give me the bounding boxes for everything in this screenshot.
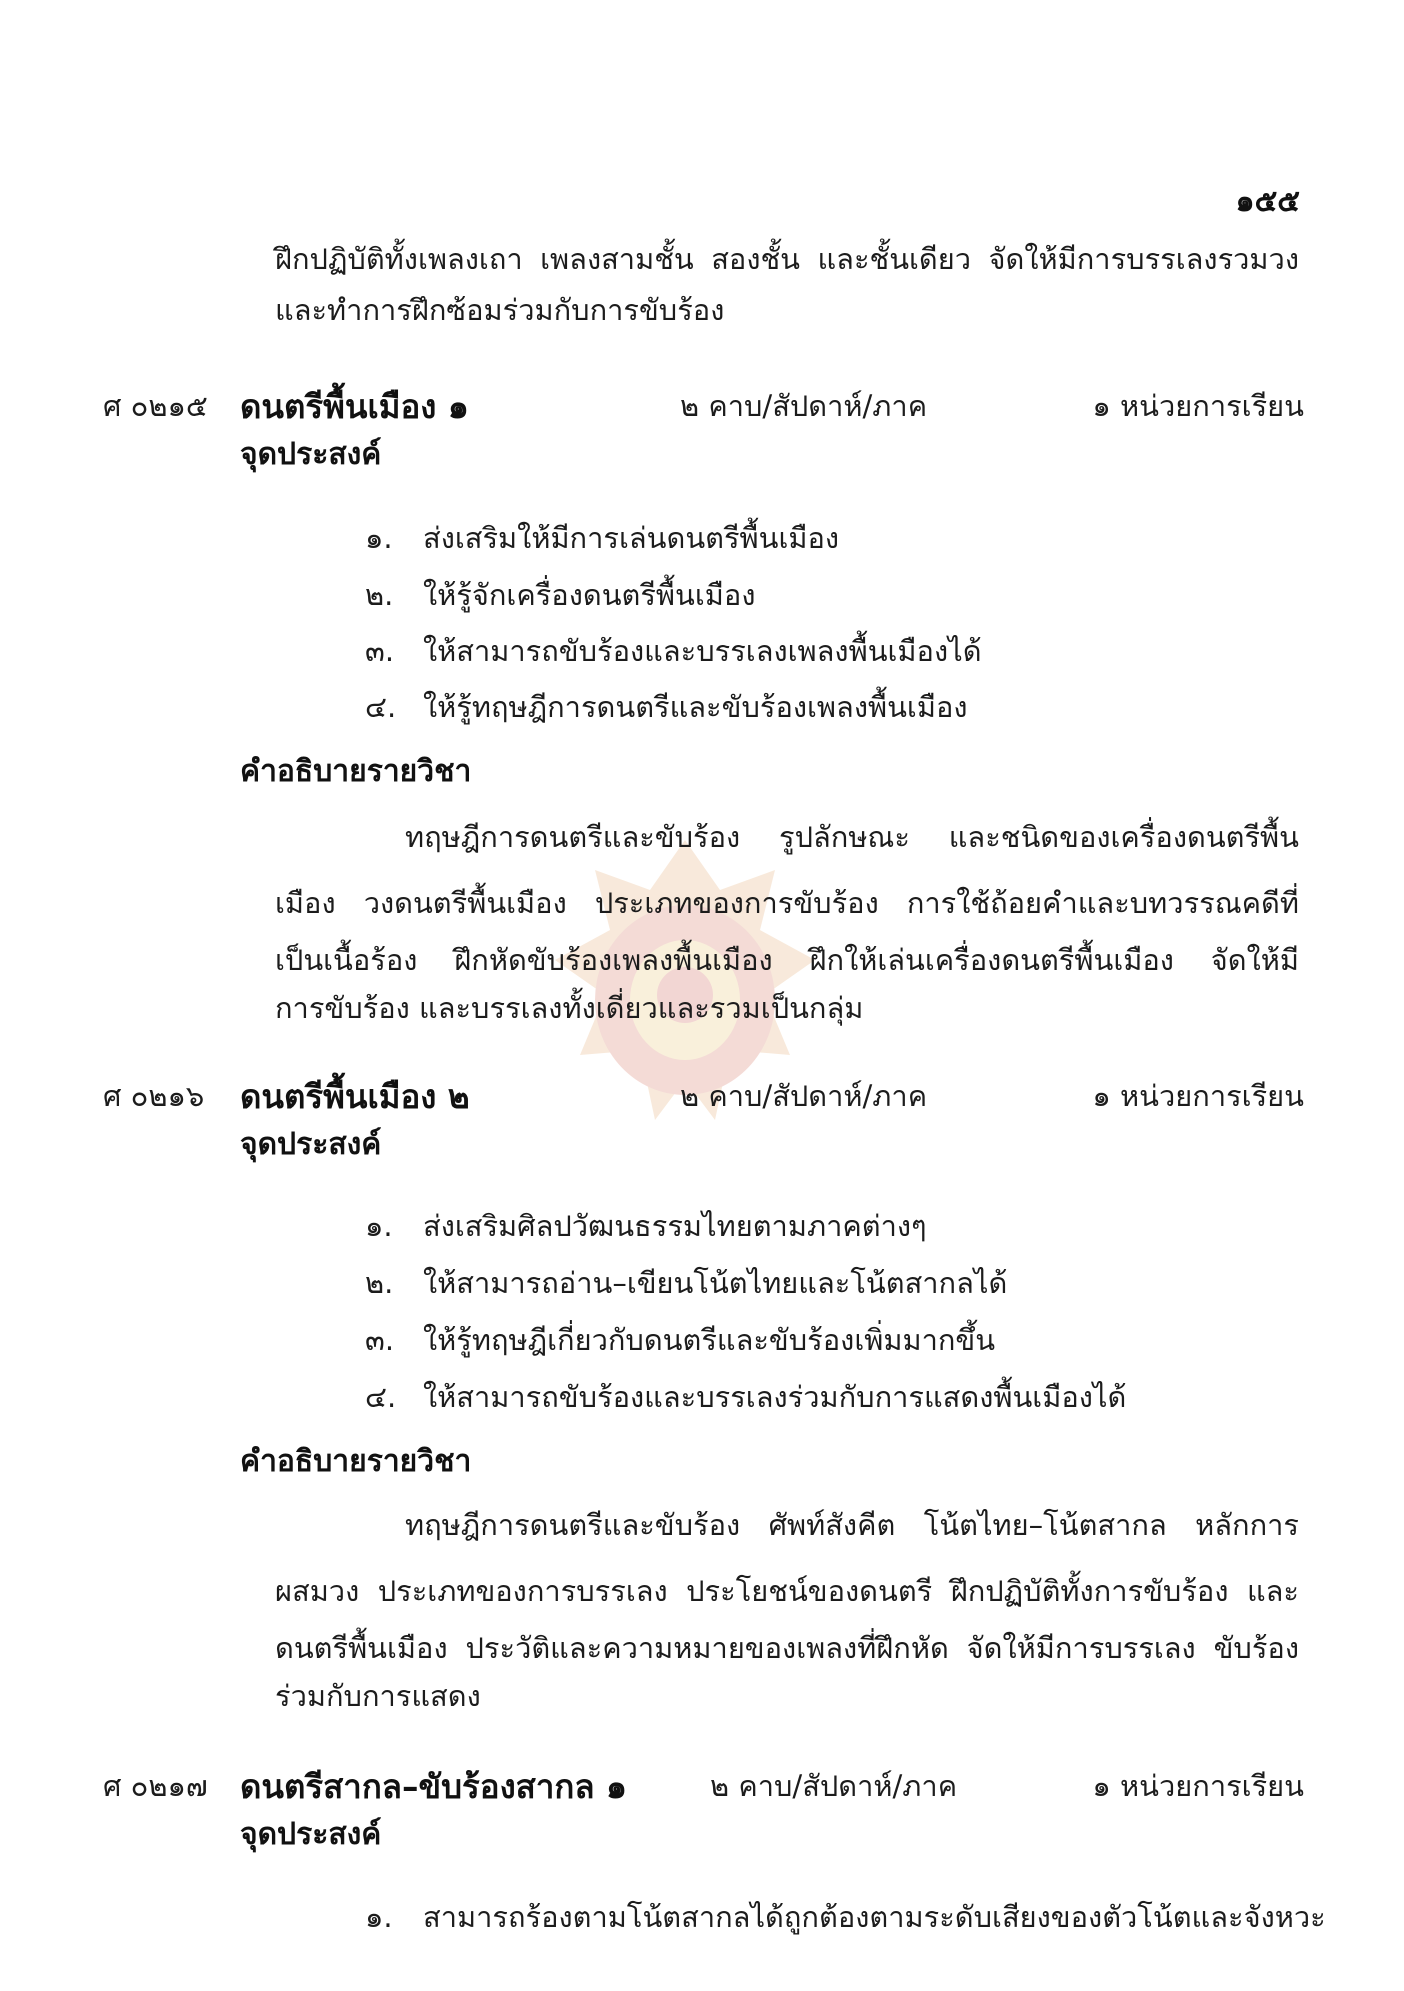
objective-number: ๒. bbox=[365, 578, 394, 612]
objective-item bbox=[365, 1260, 1007, 1306]
course-credit: ๑ หน่วยการเรียน bbox=[1092, 1769, 1304, 1803]
objective-item bbox=[365, 1894, 1326, 1940]
objective-text: ให้สามารถขับร้องและบรรเลงร่วมกับการแสดงพื้นเมืองได้ bbox=[423, 1380, 1127, 1414]
description-line: ผสมวง ประเภทของการบรรเลง ประโยชน์ของดนตรี ฝึกปฏิบัติทั้งการขับร้อง และ bbox=[275, 1574, 1299, 1608]
objective-text: ให้รู้จักเครื่องดนตรีพื้นเมือง bbox=[423, 578, 756, 612]
objective-number: ๔. bbox=[365, 690, 397, 724]
description-line: ทฤษฎีการดนตรีและขับร้อง รูปลักษณะ และชนิดของเครื่องดนตรีพื้น bbox=[405, 820, 1299, 854]
objective-number: ๒. bbox=[365, 1266, 394, 1300]
objective-number: ๔. bbox=[365, 1380, 397, 1414]
objective-number: ๑. bbox=[365, 1900, 393, 1934]
objective-item bbox=[365, 515, 839, 561]
description-line: การขับร้อง และบรรเลงทั้งเดี่ยวและรวมเป็นกลุ่ม bbox=[275, 991, 864, 1025]
description-line: ร่วมกับการแสดง bbox=[275, 1679, 481, 1713]
objective-item bbox=[365, 1317, 995, 1363]
objective-number: ๑. bbox=[365, 1209, 393, 1243]
course-hours: ๒ คาบ/สัปดาห์/ภาค bbox=[680, 1079, 928, 1113]
intro-line-2: และทำการฝึกซ้อมร่วมกับการขับร้อง bbox=[275, 293, 725, 327]
objective-number: ๓. bbox=[365, 634, 395, 668]
course-hours: ๒ คาบ/สัปดาห์/ภาค bbox=[710, 1769, 958, 1803]
course-credit: ๑ หน่วยการเรียน bbox=[1092, 389, 1304, 423]
objectives-heading: จุดประสงค์ bbox=[240, 1817, 382, 1852]
objective-number: ๓. bbox=[365, 1323, 395, 1357]
objective-text: ส่งเสริมศิลปวัฒนธรรมไทยตามภาคต่างๆ bbox=[423, 1209, 927, 1243]
description-line: เป็นเนื้อร้อง ฝึกหัดขับร้องเพลงพื้นเมือง ฝึกให้เล่นเครื่องดนตรีพื้นเมือง จัดให้มี bbox=[275, 943, 1299, 977]
objective-text: ให้สามารถอ่าน–เขียนโน้ตไทยและโน้ตสากลได้ bbox=[423, 1266, 1008, 1300]
course-credit: ๑ หน่วยการเรียน bbox=[1092, 1079, 1304, 1113]
objective-text: สามารถร้องตามโน้ตสากลได้ถูกต้องตามระดับเสียงของตัวโน้ตและจังหวะ bbox=[423, 1900, 1326, 1934]
objectives-heading: จุดประสงค์ bbox=[240, 1127, 382, 1162]
course-title: ดนตรีสากล–ขับร้องสากล ๑ bbox=[240, 1767, 627, 1806]
course-title: ดนตรีพื้นเมือง ๑ bbox=[240, 387, 469, 426]
course-code: ศ ๐๒๑๗ bbox=[103, 1769, 208, 1803]
objective-number: ๑. bbox=[365, 521, 393, 555]
objective-text: ให้รู้ทฤษฎีการดนตรีและขับร้องเพลงพื้นเมือง bbox=[423, 690, 968, 724]
objective-item bbox=[365, 628, 982, 674]
page-number: ๑๕๕ bbox=[1235, 184, 1300, 219]
objective-item bbox=[365, 572, 755, 618]
course-code: ศ ๐๒๑๖ bbox=[103, 1079, 205, 1113]
course-title: ดนตรีพื้นเมือง ๒ bbox=[240, 1077, 470, 1116]
description-line: ทฤษฎีการดนตรีและขับร้อง ศัพท์สังคีต โน้ตไทย–โน้ตสากล หลักการ bbox=[405, 1508, 1299, 1542]
objectives-heading: จุดประสงค์ bbox=[240, 437, 382, 472]
objective-item bbox=[365, 1374, 1126, 1420]
objective-item bbox=[365, 684, 968, 730]
description-line: เมือง วงดนตรีพื้นเมือง ประเภทของการขับร้อง การใช้ถ้อยคำและบทวรรณคดีที่ bbox=[275, 886, 1299, 920]
course-code: ศ ๐๒๑๕ bbox=[103, 389, 208, 423]
intro-line-1: ฝึกปฏิบัติทั้งเพลงเถา เพลงสามชั้น สองชั้น และชั้นเดียว จัดให้มีการบรรเลงรวมวง bbox=[275, 242, 1299, 276]
objective-text: ให้รู้ทฤษฎีเกี่ยวกับดนตรีและขับร้องเพิ่มมากขึ้น bbox=[423, 1323, 996, 1357]
objective-item bbox=[365, 1203, 927, 1249]
description-line: ดนตรีพื้นเมือง ประวัติและความหมายของเพลงที่ฝึกหัด จัดให้มีการบรรเลง ขับร้อง bbox=[275, 1631, 1299, 1665]
objective-text: ให้สามารถขับร้องและบรรเลงเพลงพื้นเมืองได้ bbox=[423, 634, 982, 668]
course-hours: ๒ คาบ/สัปดาห์/ภาค bbox=[680, 389, 928, 423]
description-heading: คำอธิบายรายวิชา bbox=[240, 1444, 472, 1479]
description-heading: คำอธิบายรายวิชา bbox=[240, 754, 472, 789]
objective-text: ส่งเสริมให้มีการเล่นดนตรีพื้นเมือง bbox=[423, 521, 840, 555]
